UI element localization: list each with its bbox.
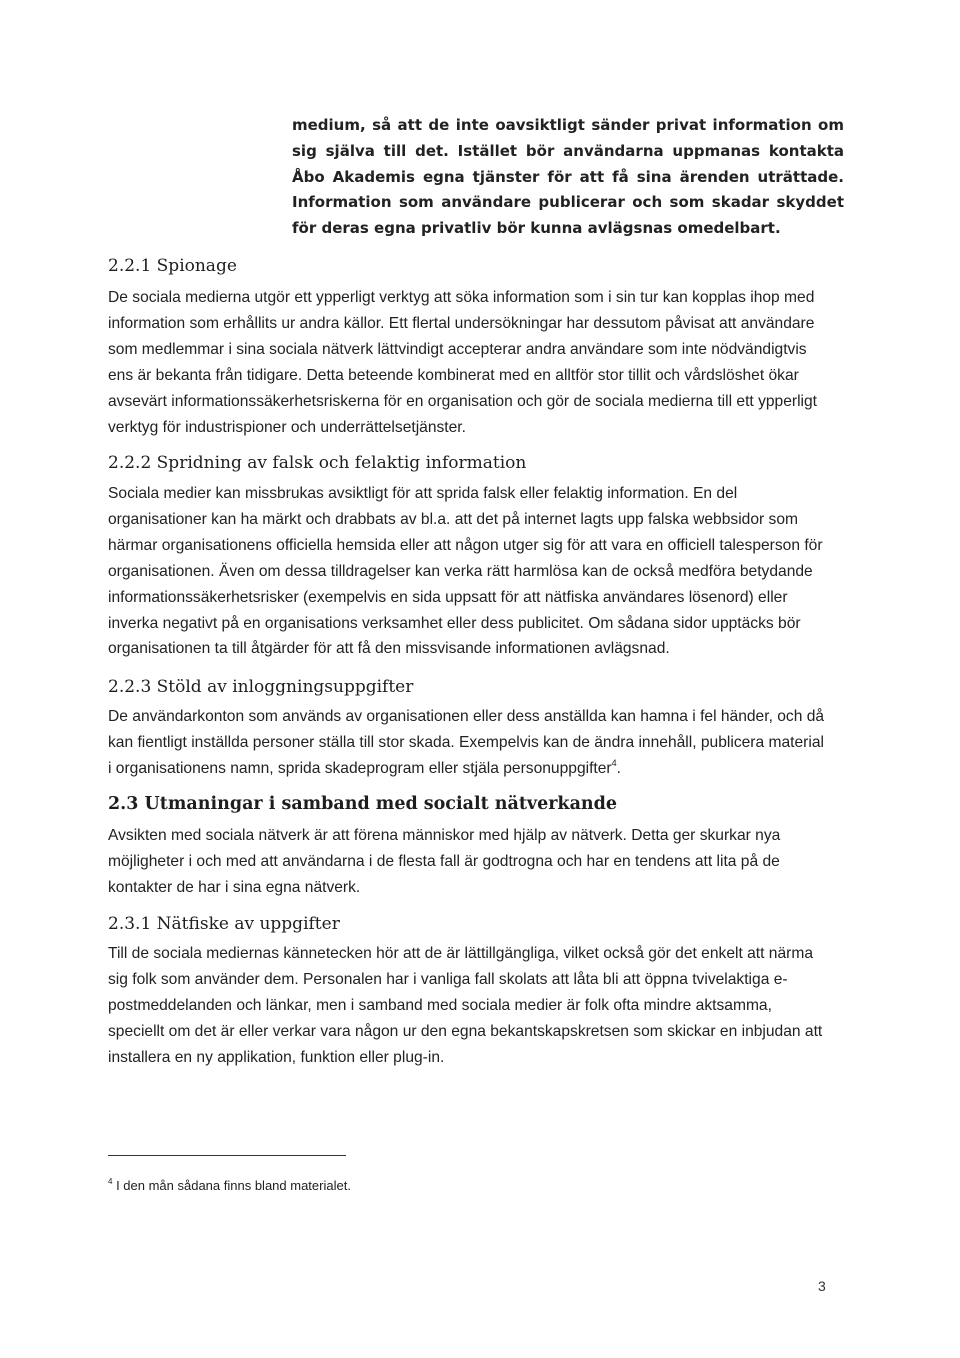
paragraph-stold bbox=[108, 704, 828, 782]
footnote-text: I den mån sådana finns bland materialet. bbox=[112, 1178, 351, 1193]
paragraph-stold-end: . bbox=[616, 759, 621, 777]
footnote-number: 4 bbox=[108, 1177, 113, 1186]
heading-2-2-3: 2.2.3 Stöld av inloggningsuppgifter bbox=[108, 677, 414, 697]
continuation-paragraph: medium, så att de inte oavsiktligt sänder privat information om sig själva till det. Istället bör användarna uppmanas kontakta Åbo Akademis egna tjänster för att få sina ärenden uträttade. Information som användare publicerar och som skadar skyddet för deras egna privatliv bör kunna avlägsnas omedelbart. bbox=[292, 116, 844, 238]
paragraph-natfiske: Till de sociala mediernas kännetecken hör att de är lättillgängliga, vilket också gör det enkelt att närma sig folk som använder dem. Personalen har i vanliga fall skolats att låta bli att öppna tvivelaktiga e-postmeddelanden och länkar, men i samband med sociala medier är folk ofta mindre aktsamma, speciellt om det är eller verkar vara någon ur den egna bekantskapskretsen som skickar en inbjudan att installera en ny applikation, funktion eller plug-in. bbox=[108, 945, 823, 1066]
footnote-reference: 4 bbox=[611, 757, 617, 768]
paragraph-utmaningar: Avsikten med sociala nätverk är att förena människor med hjälp av nätverk. Detta ger skurkar nya möjligheter i och med att användarna i de flesta fall är godtrogna och har en tendens att lita på de kontakter de har i sina egna nätverk. bbox=[108, 827, 781, 896]
footnote bbox=[108, 1178, 351, 1193]
heading-2-2-1: 2.2.1 Spionage bbox=[108, 256, 237, 276]
paragraph-spridning: Sociala medier kan missbrukas avsiktligt för att sprida falsk eller felaktig information. En del organisationer kan ha märkt och drabbats av bl.a. att det på internet lagts upp falska webbsidor som härmar organisationens officiella hemsida eller att någon utger sig för att vara en officiell talesperson för organisationen. Även om dessa tilldragelser kan verka rätt harmlösa kan de också medföra betydande informationssäkerhetsrisker (exempelvis en sida uppsatt för att nätfiska användares lösenord) eller inverka negativt på en organisations verksamhet eller dess publicitet. Om sådana sidor upptäcks bör organisationen ta till åtgärder för att få den missvisande informationen avlägsnad. bbox=[108, 485, 823, 658]
heading-2-2-2: 2.2.2 Spridning av falsk och felaktig information bbox=[108, 453, 527, 473]
footnote-divider bbox=[108, 1155, 346, 1156]
paragraph-spionage: De sociala medierna utgör ett ypperligt verktyg att söka information som i sin tur kan kopplas ihop med information som erhållits ur andra källor. Ett flertal undersökningar har dessutom påvisat att användare som medlemmar i sina sociala nätverk lättvindigt accepterar andra användare som inte nödvändigtvis ens är bekanta från tidigare. Detta beteende kombinerat med en alltför stor tillit och vårdslöshet ökar avsevärt informationssäkerhetsriskerna för en organisation och gör de sociala medierna till ett ypperligt verktyg för industrispioner och underrättelsetjänster. bbox=[108, 289, 818, 436]
paragraph-stold-text: De användarkonton som används av organisationen eller dess anställda kan hamna i fel händer, och då kan fientligt inställda personer ställa till stor skada. Exempelvis kan de ändra innehåll, publicera material i organisationens namn, sprida skadeprogram eller stjäla personuppgifter bbox=[108, 708, 825, 777]
heading-2-3-1: 2.3.1 Nätfiske av uppgifter bbox=[108, 914, 340, 934]
heading-2-3: 2.3 Utmaningar i samband med socialt nätverkande bbox=[108, 794, 617, 814]
page-number: 3 bbox=[818, 1278, 826, 1294]
